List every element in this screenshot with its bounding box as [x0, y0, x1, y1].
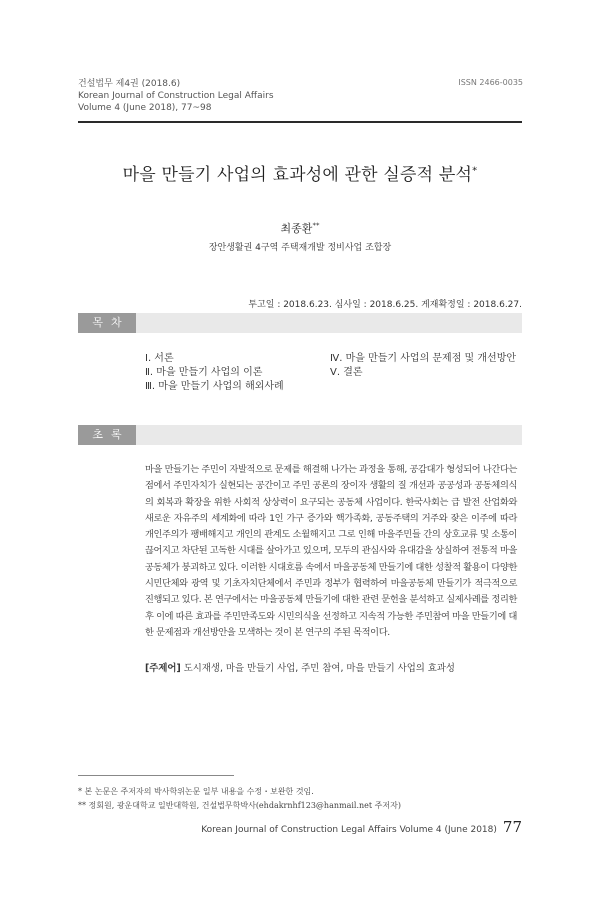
abstract-body: 마을 만들기는 주민이 자발적으로 문제를 해결해 나가는 과정을 통해, 공감대가 형성되어 나간다는 점에서 주민자치가 실현되는 공간이고 주민 공론의 장이자 생활의 질 개선과 공공성과 공동체의식의 회복과 확장을 위한 사회적 상상력이 요구되는 공동체 사업이다. 한국사회는 급 발전 산업화와 새로운 자유주의 세계화에 따라 1인 가구 증가와 핵가족화, 공동주택의 거주와 잦은 이주에 따라 개인주의가 팽배해지고 개인의 관계도 소월해지고 그로 인해 마을주민들 간의 상호교류 및 소통이 끊어지고 차단된 고독한 시대를 살아가고 있으며, 모두의 관심사와 유대감을 상실하여 전통적 마을공동체가 붕괴하고 있다. 이러한 시대흐름 속에서 마을공동체 만들기에 대한 성찰적 활용이 다양한 시민단체와 광역 및 기초자치단체에서 주민과 정부가 협력하여 마을공동체 만들기가 적극적으로 진행되고 있다. 본 연구에서는 마을공동체 만들기에 대한 관련 문헌을 분석하고 실제사례를 정리한 후 이에 따른 효과를 주민만족도와 시민의식을 선정하고 지속적 가능한 주민참여 마을 만들기에 대한 문제점과 개선방안을 모색하는 것이 본 연구의 주된 목적이다.	[145, 464, 517, 638]
page-number: 77	[502, 818, 522, 836]
toc-item: Ⅴ. 결론	[330, 367, 363, 378]
toc-right-column	[330, 352, 516, 380]
footer-journal: Korean Journal of Construction Legal Affairs Volume 4 (June 2018)	[201, 825, 497, 835]
keywords-text: 도시재생, 마을 만들기 사업, 주민 참여, 마을 만들기 사업의 효과성	[183, 663, 455, 674]
journal-line-3: Volume 4 (June 2018), 77~98	[78, 103, 212, 113]
footnote-1: * 본 논문은 주저자의 박사학위논문 일부 내용을 수정・보완한 것임.	[78, 787, 314, 796]
toc-heading-bar	[78, 313, 522, 333]
toc-heading: 목차	[78, 313, 136, 333]
journal-info	[78, 78, 274, 114]
toc-item: Ⅳ. 마을 만들기 사업의 문제점 및 개선방안	[330, 353, 517, 364]
title-text: 마을 만들기 사업의 효과성에 관한 실증적 분석	[122, 165, 473, 185]
footnote-2: ** 정회원, 광운대학교 일반대학원, 건설법무학박사(ehdakrnhf123@hanmail.net 주저자)	[78, 801, 401, 810]
author-footnote-mark: **	[312, 221, 320, 230]
title-footnote-mark: *	[472, 165, 478, 177]
journal-line-1: 건설법무 제4권 (2018.6)	[78, 79, 181, 89]
toc-item: Ⅲ. 마을 만들기 사업의 해외사례	[145, 381, 284, 392]
toc-item: Ⅰ. 서론	[145, 353, 174, 364]
affiliation: 장안생활권 4구역 주택재개발 정비사업 조합장	[208, 243, 392, 253]
header-rule	[78, 121, 522, 123]
abstract-heading-bar	[78, 425, 522, 445]
keywords-label: [주제어]	[145, 663, 181, 674]
author-name: 최종환	[280, 222, 313, 235]
abstract-heading: 초록	[78, 425, 136, 445]
author	[0, 220, 600, 236]
footnote-rule	[78, 775, 234, 776]
page-footer	[201, 818, 522, 836]
toc-left-column	[145, 352, 284, 394]
keywords	[145, 660, 525, 674]
toc-item: Ⅱ. 마을 만들기 사업의 이론	[145, 367, 263, 378]
submission-dates: 투고일 : 2018.6.23. 심사일 : 2018.6.25. 게재확정일 : 2018.6.27.	[248, 300, 522, 310]
issn: ISSN 2466-0035	[458, 78, 523, 87]
paper-title	[0, 160, 600, 185]
journal-line-2: Korean Journal of Construction Legal Affairs	[78, 91, 274, 101]
